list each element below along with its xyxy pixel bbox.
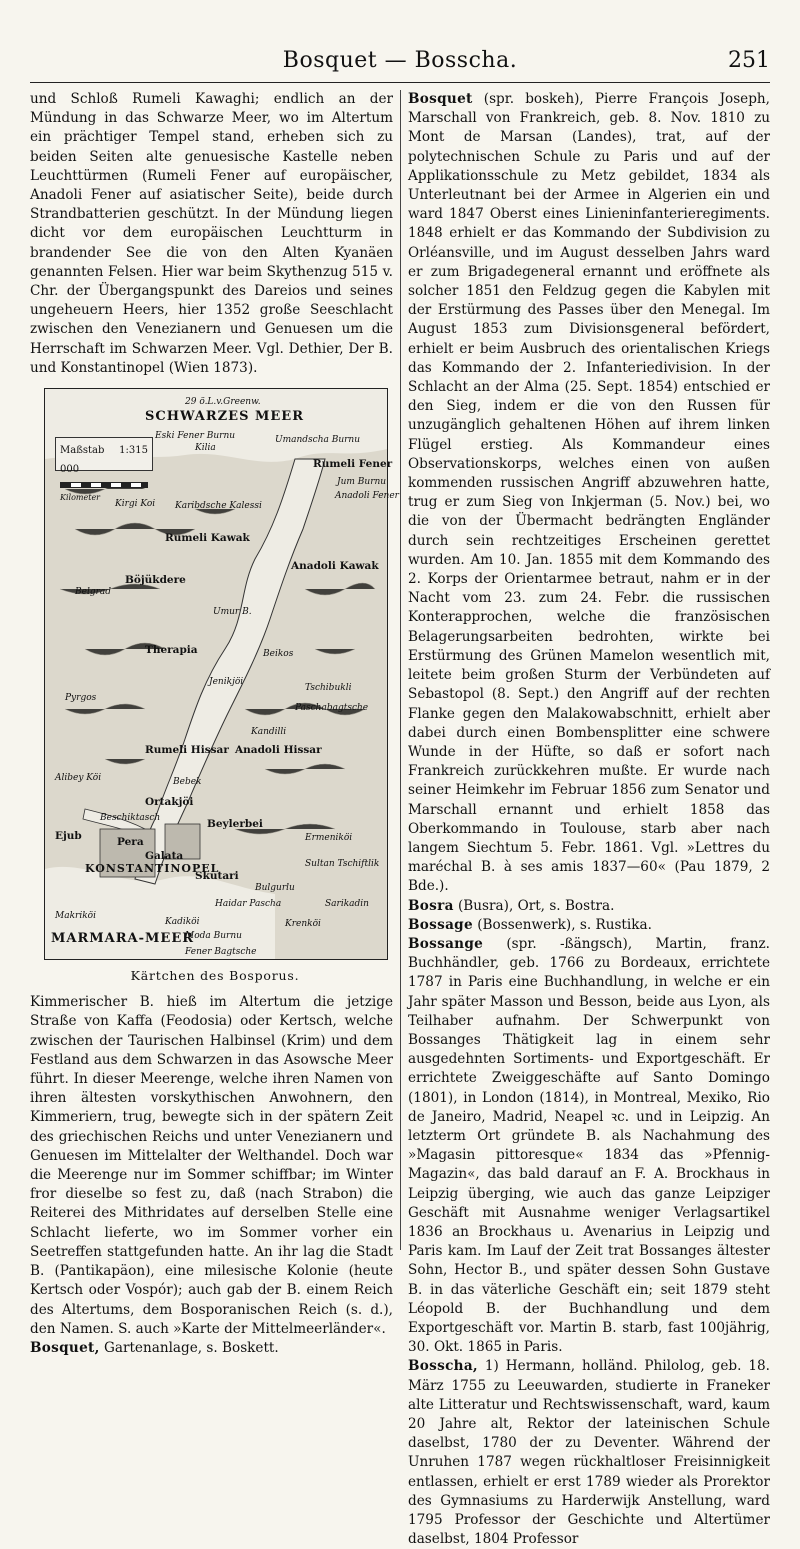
- entry-lemma: Bosscha,: [408, 1358, 478, 1375]
- entry-text: (spr. -ßängsch), Martin, franz. Buchhändler, geb. 1766 zu Bordeaux, errichtete 1787 in Paris eine Buchhandlung, in welche er ein Jahr später Masson und Besson, beide aus Lyon, als Teilhaber aufnahm. Der Schwerpunkt von Bossanges Thätigkeit lag in einem sehr ausgedehnten Sortiments- und Exportgeschäft. Er errichtete Zweiggeschäfte auf Santo Domingo (1801), in London (1814), in Montreal, Mexiko, Rio de Janeiro, Madrid, Neapel ꝛc. und in Leipzig. An letzterm Ort gründete B. als Nachahmung des »Magasin pittoresque« 1834 das »Pfennig-Magazin«, das bald darauf an F. A. Brockhaus in Leipzig überging, wie auch das ganze Leipziger Geschäft mit Ausnahme weniger Verlagsartikel 1836 an Brockhaus u. Avenarius in Leipzig und Paris kam. Im Lauf der Zeit trat Bossanges ältester Sohn, Hector B., und später dessen Sohn Gustave B. in das väterliche Geschäft ein; seit 1879 steht Léopold B. der Buchhandlung und dem Exportgeschäft vor. Martin B. starb, fast 100jährig, 30. Okt. 1865 in Paris.: [408, 935, 770, 1356]
- map-label: Beylerbei: [207, 818, 263, 831]
- map-label: Sultan Tschiftlik: [305, 859, 380, 870]
- longitude-label: 29 ö.L.v.Greenw.: [185, 397, 261, 408]
- map-label: Ermeniköi: [305, 833, 353, 844]
- map-label: Kadiköi: [165, 917, 200, 928]
- entry-text: (Bossenwerk), s. Rustika.: [472, 916, 652, 933]
- map-label: Bebek: [173, 777, 202, 788]
- map-label: Fener Bagtsche: [185, 947, 257, 958]
- map-label: Karibdsche Kalessi: [175, 501, 262, 512]
- page-number: 251: [728, 48, 770, 73]
- map-label: Jenikjöi: [209, 677, 244, 688]
- map-label: Krenköi: [285, 919, 321, 930]
- map-label: Skutari: [195, 870, 239, 883]
- map-label: Kandilli: [251, 727, 287, 738]
- bosporus-map: [44, 388, 399, 960]
- map-label: Eski Fener Burnu: [155, 431, 236, 442]
- scale-title: Maßstab 1:315 000: [60, 445, 148, 476]
- entry-text: Gartenanlage, s. Boskett.: [99, 1339, 279, 1356]
- constantinople-label: KONSTANTINOPEL: [85, 862, 220, 876]
- map-label: Kirgi Koi: [115, 499, 156, 510]
- entry-bossage: [408, 916, 770, 935]
- map-label: Therapia: [145, 644, 198, 657]
- entry-bosscha: [408, 1357, 770, 1549]
- map-label: Paschabagtsche: [295, 703, 369, 714]
- map-label: Anadoli Kawak: [291, 560, 379, 573]
- left-column: [30, 90, 399, 1358]
- entry-lemma: Bosquet,: [30, 1339, 100, 1356]
- map-label: Beschiktasch: [100, 813, 161, 824]
- map-label: Beikos: [263, 649, 294, 660]
- entry-bosquet: [408, 90, 770, 897]
- entry-bosra: [408, 897, 770, 916]
- map-label: Rumeli Hissar: [145, 744, 229, 757]
- kimmerischer-paragraph: Kimmerischer B. hieß im Altertum die jetzige Straße von Kaffa (Feodosia) oder Kertsch, welche zwischen der Taurischen Halbinsel (Krim) und dem Festland aus dem Schwarzen in das Asowsche Meer führt. In dieser Meerenge, welche ihren Namen von ihren ältesten vorskythischen Anwohnern, den Kimmeriern, trug, bewegte sich in der spätern Zeit des griechischen Reichs und unter Venezianern und Genuesen im Mittelalter der Welthandel. Doch war die Meerenge nur im Sommer schiffbar; im Winter fror dieselbe so fest zu, daß (nach Strabon) die Reiterei des Mithridates auf derselben Stelle eine Schlacht lieferte, wo im Sommer vorher ein Seetreffen stattgefunden hatte. An ihr lag die Stadt B. (Pantikapäon), eine milesische Kolonie (heute Kertsch oder Vospór); auch gab der B. einem Reich des Altertums, dem Bosporanischen Reich (s. d.), den Namen. S. auch »Karte der Mittelmeerländer«.: [30, 994, 393, 1337]
- entry-text: (Busra), Ort, s. Bostra.: [453, 897, 615, 914]
- entry-lemma: Bossage: [408, 916, 473, 933]
- bosquet-garden-entry: [30, 1339, 393, 1358]
- map-label: Rumeli Fener: [313, 458, 393, 471]
- map-label: Böjükdere: [125, 574, 186, 587]
- map-label: Tschibukli: [305, 683, 352, 694]
- map-label: Alibey Köi: [55, 773, 102, 784]
- page-header: [30, 42, 770, 83]
- scale-unit: Kilometer: [60, 493, 101, 503]
- map-label: Pera: [117, 836, 144, 849]
- bosporus-paragraph: und Schloß Rumeli Kawaghi; endlich an der Mündung in das Schwarze Meer, wo im Altertum ein prächtiger Tempel stand, erheben sich zu beiden Seiten alte genuesische Kastelle neben Leuchttürmen (Rumeli Fener auf europäischer, Anadoli Fener auf asiatischer Seite), beide durch Strandbatterien geschützt. In der Mündung liegen dicht vor dem europäischen Leuchtturm in brandender See die von den Alten Kyanäen genannten Felsen. Hier war beim Skythenzug 515 v. Chr. der Übergangspunkt des Dareios und seines ungeheuern Heers, hier 1352 große Seeschlacht zwischen den Venezianern und Genuesen um die Herrschaft im Schwarzen Meer. Vgl. Dethier, Der B. und Konstantinopel (Wien 1873).: [30, 91, 393, 376]
- map-scale: [55, 437, 153, 503]
- map-caption: Kärtchen des Bosporus.: [130, 968, 300, 984]
- entry-bossange: [408, 935, 770, 1357]
- marmara-sea-label: MARMARA-MEER: [51, 931, 195, 947]
- map-label: Moda Burnu: [185, 931, 242, 942]
- entry-lemma: Bosra: [408, 897, 454, 914]
- entry-lemma: Bossange: [408, 935, 484, 952]
- entry-text: 1) Hermann, holländ. Philolog, geb. 18. März 1755 zu Leeuwarden, studierte in Franeker alte Litteratur und Rechtswissenschaft, ward, kaum 20 Jahre alt, Rektor der lateinischen Schule daselbst, 1780 der zu Deventer. Während der Unruhen 1787 wegen rückhaltloser Freisinnigkeit entlassen, erhielt er erst 1789 wieder als Prorektor des Gymnasiums zu Harderwijk Anstellung, ward 1795 Professor der Geschichte und Altertümer daselbst, 1804 Professor: [408, 1358, 770, 1548]
- map-label: Anadoli Fener: [335, 491, 399, 502]
- map-label: Rumeli Kawak: [165, 532, 250, 545]
- entry-lemma: Bosquet: [408, 91, 473, 107]
- map-label: Umur B.: [213, 607, 252, 618]
- map-label: Pyrgos: [65, 693, 97, 704]
- map-label: Bulgurlu: [255, 883, 295, 894]
- running-title: Bosquet — Bosscha.: [282, 48, 518, 73]
- black-sea-label: SCHWARZES MEER: [145, 409, 304, 425]
- right-column: [408, 90, 770, 1549]
- map-label: Anadoli Hissar: [235, 744, 322, 757]
- column-divider: [400, 90, 401, 1250]
- map-label: Sarikadin: [325, 899, 369, 910]
- map-label: Makriköi: [55, 911, 96, 922]
- map-label: Jum Burnu: [337, 477, 387, 488]
- map-label: Ortakjöi: [145, 796, 194, 809]
- map-label: Belgrad: [75, 587, 112, 598]
- entry-text: (spr. boskeh), Pierre François Joseph, Marschall von Frankreich, geb. 8. Nov. 1810 zu Mont de Marsan (Landes), trat, auf der polytechnischen Schule zu Paris und auf der Applikationsschule zu Metz gebildet, 1834 als Unterleutnant bei der Armee in Algerien ein und ward 1847 Oberst eines Linieninfanterieregiments. 1848 erhielt er das Kommando der Subdivision zu Orléansville, und im August desselben Jahrs ward er zum Brigadegeneral ernannt und eröffnete als solcher 1851 den Feldzug gegen die Kabylen mit der Erstürmung des Passes über den Menegal. Im August 1853 zum Divisionsgeneral befördert, erhielt er beim Ausbruch des orientalischen Kriegs das Kommando der 2. Infanteriedivision. In der Schlacht an der Alma (25. Sept. 1854) entschied er den Sieg, indem er die von den Russen für unzugänglich gehaltenen Höhen auf ihrem linken Flügel erstieg. Als Kommandeur eines Observationskorps, welches einen von außen kommenden russischen Angriff abzuwehren hatte, trug er zum Sieg von Inkjerman (5. Nov.) bei, wo die von der Übermacht bedrängten Engländer durch sein rechtzeitiges Erscheinen gerettet wurden. Am 10. Jan. 1855 mit dem Kommando des 2. Korps der Orientarmee betraut, nahm er in der Nacht vom 23. zum 24. Febr. die russischen Konterapprochen, welche die französischen Belagerungsarbeiten bedrohten, wirkte bei Erstürmung des Grünen Mamelon wesentlich mit, leitete beim großen Sturm der Verbündeten auf Sebastopol (8. Sept.) den Angriff auf der rechten Flanke gegen den Malakowabschnitt, erhielt aber dabei durch einen Bombensplitter eine schwere Wunde in der Hüfte, so daß er sofort nach Frankreich zurückkehren mußte. Er wurde nach seiner Heimkehr im Februar 1856 zum Senator und Marschall ernannt und erhielt 1858 das Oberkommando in Toulouse, starb aber nach langem Siechtum 5. Febr. 1861. Vgl. »Lettres du maréchal B. à ses amis 1837—60« (Pau 1879, 2 Bde.).: [408, 91, 770, 895]
- bosporus-map-figure: [44, 388, 399, 985]
- map-label: Haidar Pascha: [215, 899, 282, 910]
- map-label: Kilia: [195, 443, 216, 454]
- map-label: Galata: [145, 850, 184, 863]
- map-label: Umandscha Burnu: [275, 435, 361, 446]
- map-label: Ejub: [55, 830, 82, 843]
